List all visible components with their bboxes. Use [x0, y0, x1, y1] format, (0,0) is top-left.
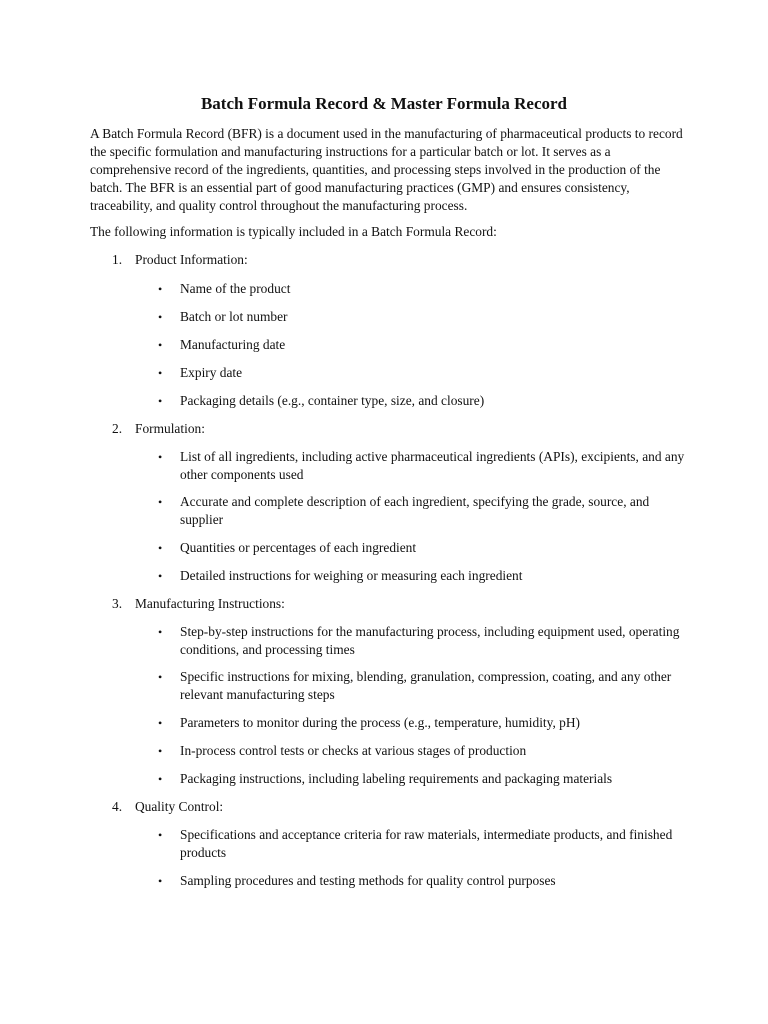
list-item-text: Quantities or percentages of each ingredient [180, 540, 417, 555]
bullet-icon: • [158, 874, 163, 888]
list-item-text: Packaging instructions, including labeling requirements and packaging materials [180, 771, 613, 786]
intro-paragraph: A Batch Formula Record (BFR) is a document used in the manufacturing of pharmaceutical products to record the specific formulation and manufacturing instructions for a particular batch or lot. It serves as a comprehensive record of the ingredients, quantities, and processing steps involved in the production of the batch. The BFR is an essential part of good manufacturing practices (GMP) and ensures consistency, traceability, and quality control throughout the manufacturing process. [90, 126, 683, 213]
list-item-text: Manufacturing date [180, 337, 286, 352]
section-heading-manufacturing-instructions [112, 595, 692, 613]
list-item-text: List of all ingredients, including active pharmaceutical ingredients (APIs), excipients, and any other components used [180, 449, 685, 482]
section-number: 3. [112, 596, 123, 611]
page-title: Batch Formula Record & Master Formula Record [200, 94, 568, 113]
list-item-text: Accurate and complete description of each ingredient, specifying the grade, source, and supplier [180, 494, 650, 527]
bullet-icon: • [158, 450, 163, 464]
list-item-text: In-process control tests or checks at various stages of production [180, 743, 527, 758]
list-item-text: Specific instructions for mixing, blending, granulation, compression, coating, and any other relevant manufacturing steps [180, 669, 672, 702]
list-item-text: Step-by-step instructions for the manufacturing process, including equipment used, operating conditions, and processing times [180, 624, 680, 657]
section-heading-quality-control [112, 798, 692, 816]
bullet-icon: • [158, 625, 163, 639]
list-item-text: Specifications and acceptance criteria for raw materials, intermediate products, and finished products [180, 827, 673, 860]
bullet-icon: • [158, 828, 163, 842]
section-number: 4. [112, 799, 123, 814]
bullet-icon: • [158, 282, 163, 296]
list-item-text: Sampling procedures and testing methods for quality control purposes [180, 873, 556, 888]
section-heading-product-information [112, 251, 692, 269]
bullet-icon: • [158, 310, 163, 324]
section-heading-label: Quality Control: [135, 799, 224, 814]
bullet-icon: • [158, 716, 163, 730]
list-item-text: Packaging details (e.g., container type, size, and closure) [180, 393, 485, 408]
section-heading-label: Product Information: [135, 252, 248, 267]
list-item-text: Name of the product [180, 281, 291, 296]
bullet-icon: • [158, 744, 163, 758]
section-heading-formulation [112, 420, 692, 438]
bullet-icon: • [158, 541, 163, 555]
lead-paragraph: The following information is typically included in a Batch Formula Record: [90, 224, 497, 239]
bullet-icon: • [158, 495, 163, 509]
section-heading-label: Formulation: [135, 421, 205, 436]
list-item-text: Detailed instructions for weighing or measuring each ingredient [180, 568, 523, 583]
bullet-icon: • [158, 772, 163, 786]
bullet-icon: • [158, 338, 163, 352]
section-number: 2. [112, 421, 123, 436]
section-number: 1. [112, 252, 123, 267]
list-item-text: Batch or lot number [180, 309, 288, 324]
bullet-icon: • [158, 670, 163, 684]
bullet-icon: • [158, 366, 163, 380]
bullet-icon: • [158, 394, 163, 408]
section-heading-label: Manufacturing Instructions: [135, 596, 285, 611]
bullet-icon: • [158, 569, 163, 583]
list-item-text: Expiry date [180, 365, 243, 380]
list-item-text: Parameters to monitor during the process (e.g., temperature, humidity, pH) [180, 715, 580, 730]
